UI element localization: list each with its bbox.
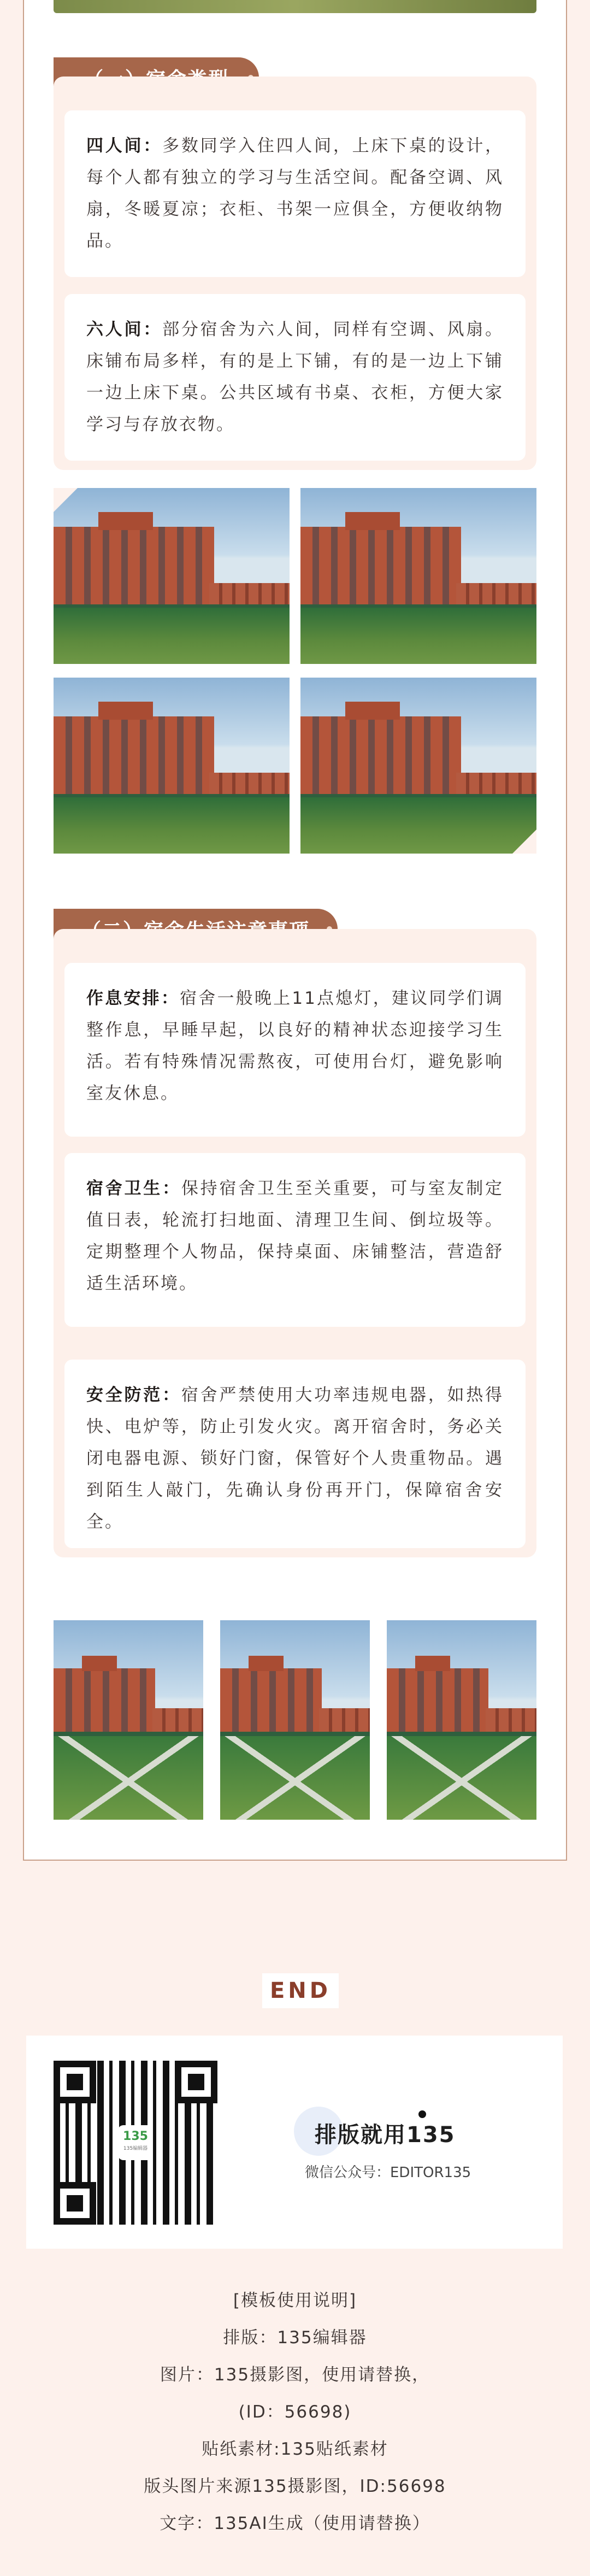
dorm-photo-3 <box>54 678 290 854</box>
template-notes <box>0 2282 590 2542</box>
brand-dot <box>418 2110 426 2118</box>
card-four-person <box>64 110 526 277</box>
card-body: 部分宿舍为六人间，同样有空调、风扇。床铺布局多样，有的是上下铺，有的是一边上下铺一边上床下桌。公共区域有书桌、衣柜，方便大家学习与存放衣物。 <box>86 320 504 434</box>
card-body: 多数同学入住四人间，上床下桌的设计，每个人都有独立的学习与生活空间。配备空调、风扇，冬暖夏凉；衣柜、书架一应俱全，方便收纳物品。 <box>86 136 504 251</box>
card-schedule <box>64 963 526 1137</box>
note-line: 排版：135编辑器 <box>223 2328 367 2348</box>
note-line: 文字：135AI生成（使用请替换） <box>160 2514 430 2533</box>
note-line: [模板使用说明] <box>233 2291 357 2310</box>
dorm-notes-panel <box>54 929 536 1557</box>
end-label: END <box>262 1973 339 2008</box>
dorm-photo-4 <box>300 678 536 854</box>
card-heading: 作息安排： <box>86 989 180 1008</box>
header-photo-edge <box>54 0 536 13</box>
brand-name: 排版就用135 <box>315 2122 456 2148</box>
campus-photo-3 <box>387 1620 536 1820</box>
brand-wechat: 微信公众号：EDITOR135 <box>305 2165 471 2181</box>
dorm-photo-1 <box>54 488 290 664</box>
qr-card <box>26 2036 563 2249</box>
card-body: 宿舍一般晚上11点熄灯，建议同学们调整作息，早睡早起，以良好的精神状态迎接学习生活。若有特殊情况需熬夜，可使用台灯，避免影响室友休息。 <box>86 989 504 1103</box>
card-safety <box>64 1360 526 1548</box>
qr-code[interactable] <box>54 2061 217 2225</box>
dorm-photo-2 <box>300 488 536 664</box>
card-body: 保持宿舍卫生至关重要，可与室友制定值日表，轮流打扫地面、清理卫生间、倒垃圾等。定期整理个人物品，保持桌面、床铺整洁，营造舒适生活环境。 <box>86 1179 504 1293</box>
qr-logo: 135 135编辑器 <box>118 2125 153 2160</box>
card-heading: 宿舍卫生： <box>86 1179 181 1198</box>
note-line: 贴纸素材:135贴纸素材 <box>202 2439 388 2459</box>
campus-photo-2 <box>220 1620 370 1820</box>
note-line: 图片：135摄影图，使用请替换， <box>160 2365 430 2385</box>
card-six-person <box>64 294 526 461</box>
campus-photo-1 <box>54 1620 203 1820</box>
card-heading: 六人间： <box>86 320 163 339</box>
card-heading: 安全防范： <box>86 1385 181 1405</box>
dorm-types-panel <box>54 77 536 470</box>
card-hygiene <box>64 1153 526 1327</box>
card-heading: 四人间： <box>86 136 163 156</box>
note-line: (ID：56698) <box>238 2402 352 2422</box>
note-line: 版头图片来源135摄影图，ID:56698 <box>144 2477 446 2496</box>
card-body: 宿舍严禁使用大功率违规电器，如热得快、电炉等，防止引发火灾。离开宿舍时，务必关闭电器电源、锁好门窗，保管好个人贵重物品。遇到陌生人敲门，先确认身份再开门，保障宿舍安全。 <box>86 1385 504 1532</box>
